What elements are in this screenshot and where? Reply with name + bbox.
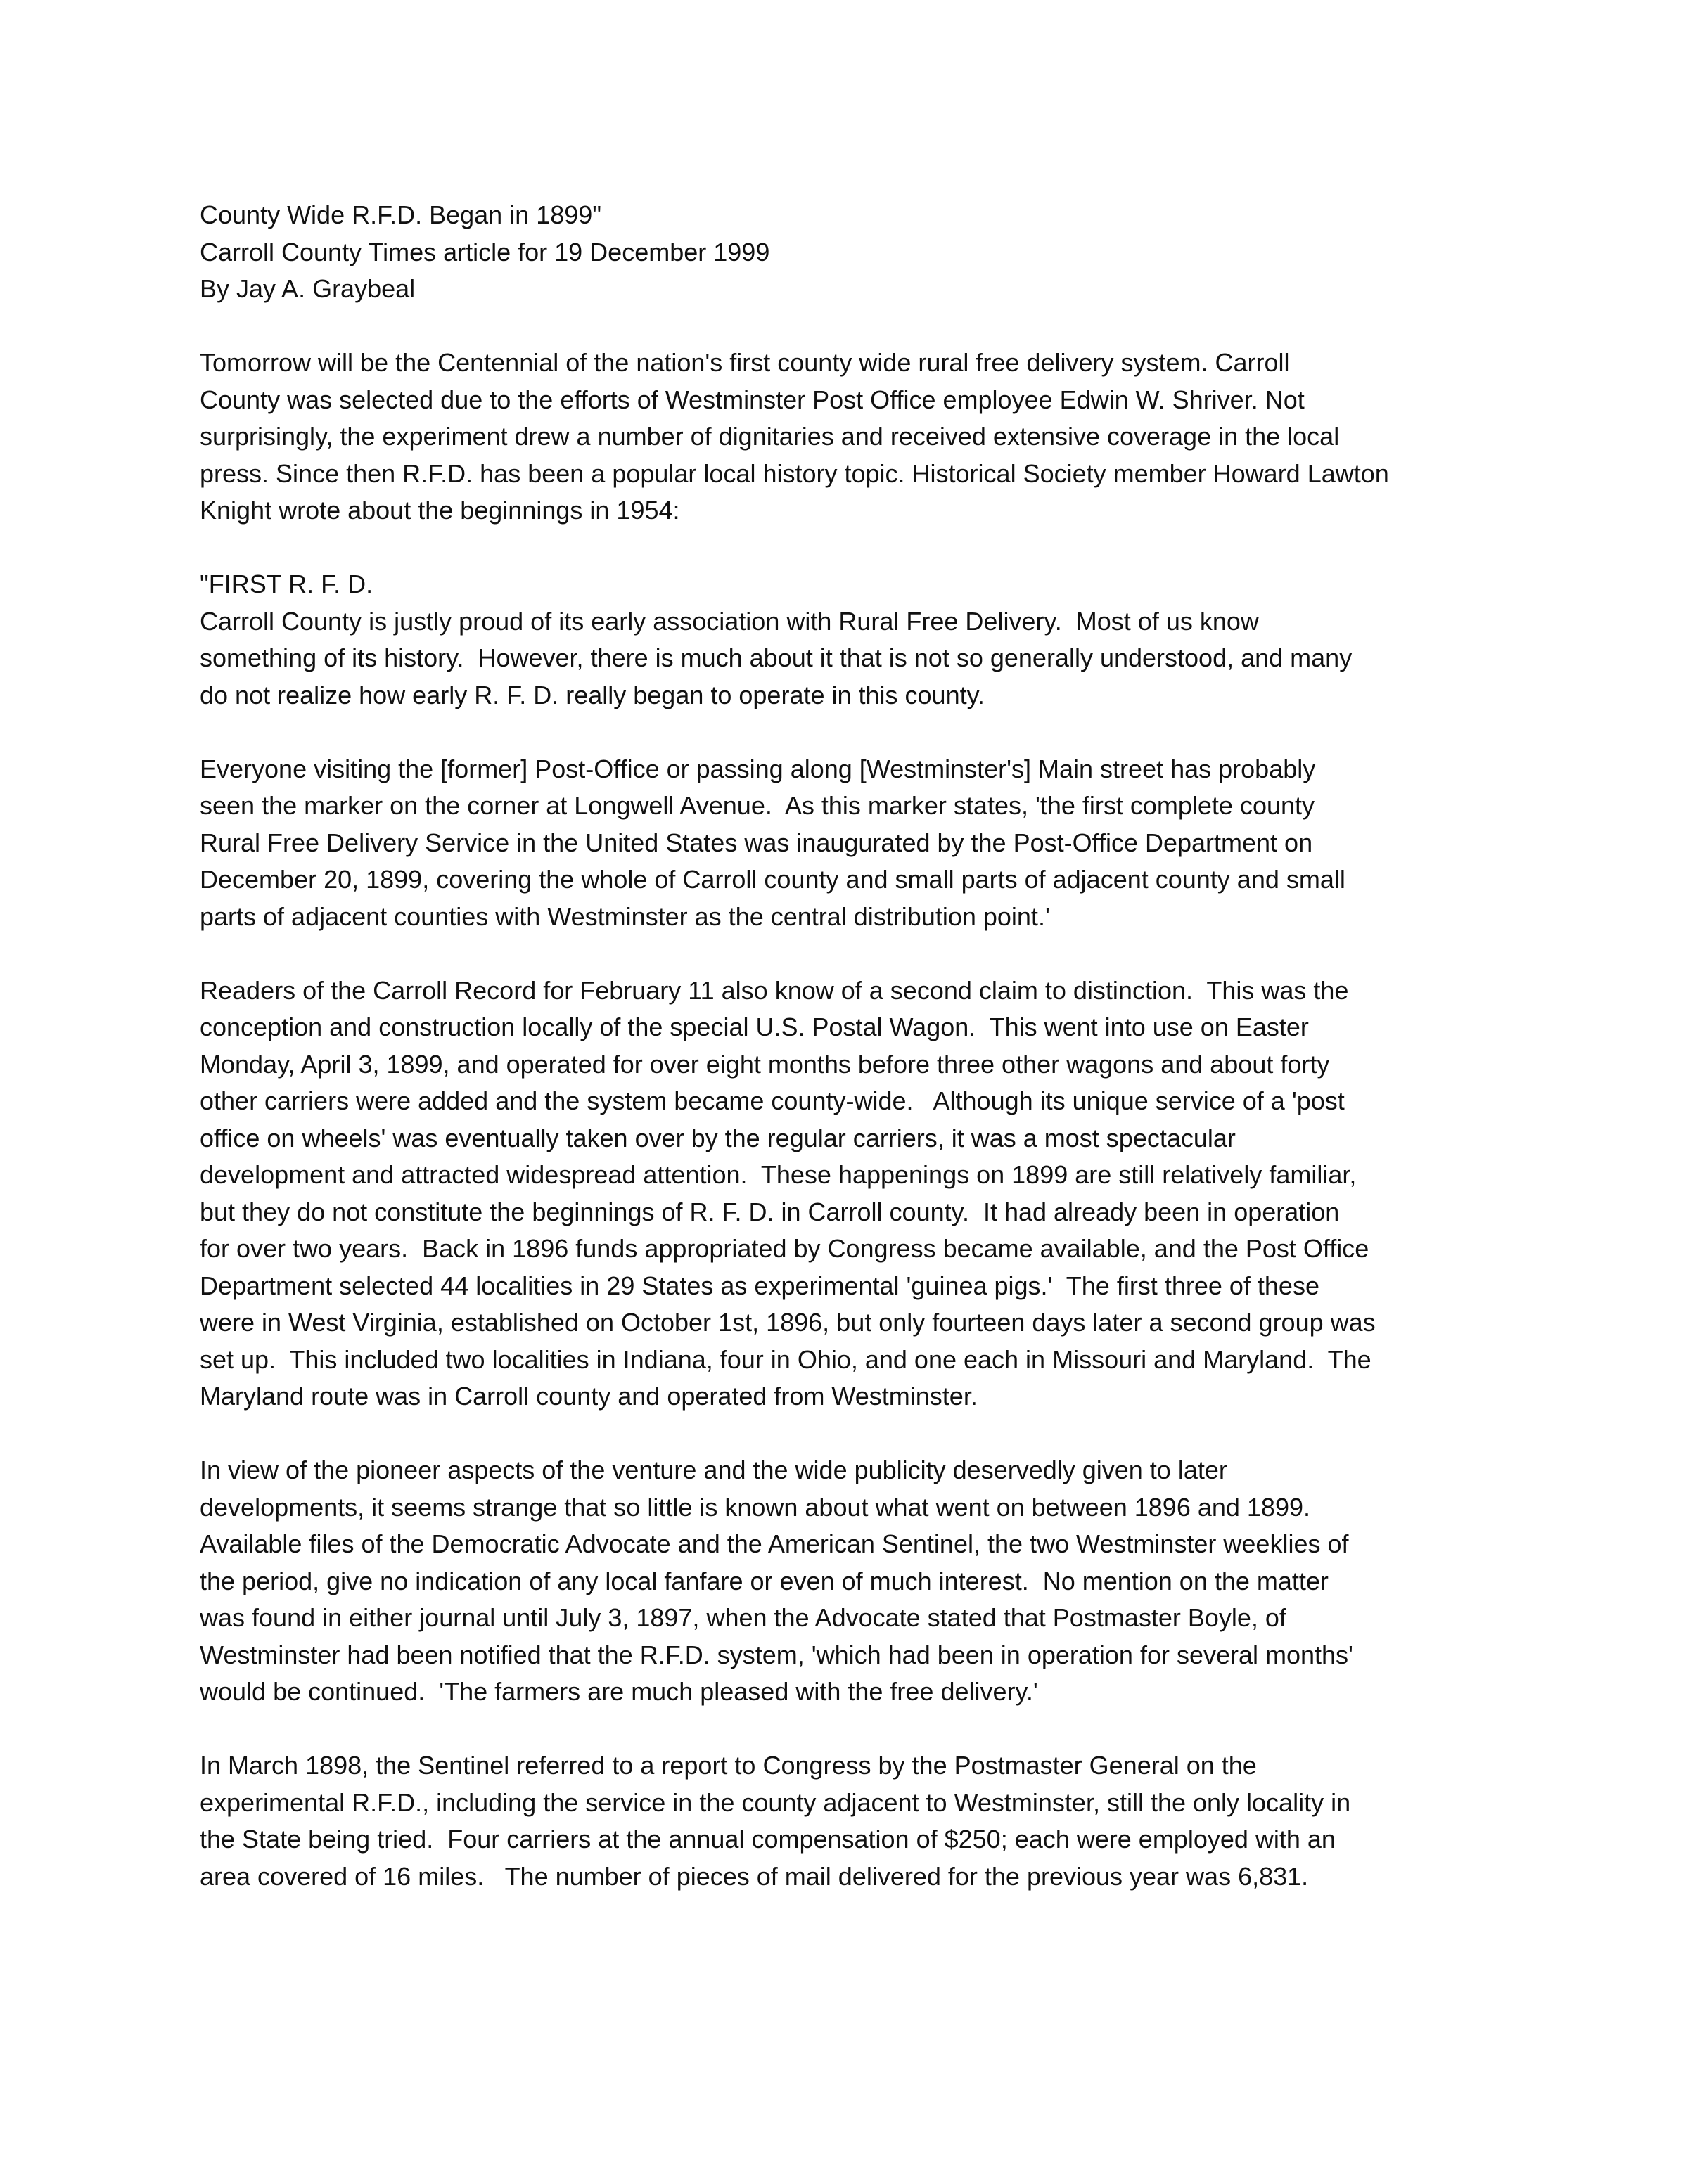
quote-paragraph-5 [200,1747,1522,1895]
quote-paragraph-1 [200,603,1522,714]
paragraph-line: In view of the pioneer aspects of the venture and the wide publicity deservedly given to later [200,1456,1227,1484]
paragraph-gap [200,529,1522,567]
paragraph-line: Readers of the Carroll Record for February 11 also know of a second claim to distinction. This was the [200,975,1349,1005]
paragraph-line: Maryland route was in Carroll county and operated from Westminster. [200,1382,978,1411]
paragraph-line: for over two years. Back in 1896 funds appropriated by Congress became available, and the Post Office [200,1234,1369,1263]
quote-paragraph-4 [200,1452,1522,1711]
paragraph-line: seen the marker on the corner at Longwell Avenue. As this marker states, 'the first complete county [200,791,1315,820]
paragraph-line: set up. This included two localities in Indiana, four in Ohio, and one each in Missouri and Maryland. The [200,1344,1372,1374]
paragraph-gap [200,1415,1522,1453]
paragraph-gap [200,1711,1522,1748]
paragraph-gap [200,714,1522,751]
intro-paragraph [200,345,1522,529]
quote-heading: "FIRST R. F. D. [200,570,373,598]
article-source: Carroll County Times article for 19 December 1999 [200,237,770,266]
paragraph-line: In March 1898, the Sentinel referred to a report to Congress by the Postmaster General on the [200,1751,1257,1780]
paragraph-line: surprisingly, the experiment drew a number of dignitaries and received extensive coverage in the local [200,422,1340,451]
paragraph-line: conception and construction locally of the special U.S. Postal Wagon. This went into use on Easter [200,1013,1309,1041]
paragraph-line: would be continued. 'The farmers are much pleased with the free delivery.' [200,1677,1038,1706]
paragraph-line: but they do not constitute the beginnings of R. F. D. in Carroll county. It had already been in operation [200,1197,1340,1226]
paragraph-line: Department selected 44 localities in 29 States as experimental 'guinea pigs.' The first three of these [200,1271,1319,1300]
article-byline: By Jay A. Graybeal [200,274,416,303]
paragraph-line: was found in either journal until July 3, 1897, when the Advocate stated that Postmaster Boyle, of [200,1603,1286,1632]
paragraph-line: were in West Virginia, established on October 1st, 1896, but only fourteen days later a second group was [200,1308,1376,1337]
paragraph-line: Westminster had been notified that the R.F.D. system, 'which had been in operation for several months' [200,1640,1353,1669]
paragraph-line: the State being tried. Four carriers at the annual compensation of $250; each were employed with an [200,1825,1336,1854]
paragraph-gap [200,935,1522,972]
paragraph-line: County was selected due to the efforts of Westminster Post Office employee Edwin W. Shriver. Not [200,385,1305,414]
paragraph-line: other carriers were added and the system became county-wide. Although its unique service of a 'post [200,1086,1345,1115]
paragraph-line: Monday, April 3, 1899, and operated for over eight months before three other wagons and about forty [200,1049,1330,1079]
document-page [200,197,1522,1895]
paragraph-line: press. Since then R.F.D. has been a popular local history topic. Historical Society member Howard Lawton [200,458,1389,488]
paragraph-line: Tomorrow will be the Centennial of the nation's first county wide rural free delivery system. Carroll [200,348,1290,377]
paragraph-line: experimental R.F.D., including the service in the county adjacent to Westminster, still the only locality in [200,1787,1351,1817]
paragraph-line: Carroll County is justly proud of its early association with Rural Free Delivery. Most of us know [200,606,1259,636]
paragraph-line: December 20, 1899, covering the whole of Carroll county and small parts of adjacent county and small [200,865,1345,894]
paragraph-line: Available files of the Democratic Advocate and the American Sentinel, the two Westminster weeklies of [200,1529,1349,1558]
paragraph-line: developments, it seems strange that so little is known about what went on between 1896 and 1899. [200,1492,1310,1522]
paragraph-line: development and attracted widespread attention. These happenings on 1899 are still relatively familiar, [200,1160,1357,1189]
paragraph-line: something of its history. However, there is much about it that is not so generally understood, and many [200,643,1353,672]
paragraph-line: parts of adjacent counties with Westminster as the central distribution point.' [200,901,1050,931]
paragraph-line: Rural Free Delivery Service in the United States was inaugurated by the Post-Office Department on [200,828,1313,857]
article-header [200,197,1522,308]
paragraph-gap [200,308,1522,345]
paragraph-line: Knight wrote about the beginnings in 1954: [200,496,680,525]
quote-paragraph-3 [200,972,1522,1415]
paragraph-line: do not realize how early R. F. D. really began to operate in this county. [200,680,985,709]
article-title: County Wide R.F.D. Began in 1899" [200,200,602,229]
paragraph-line: area covered of 16 miles. The number of pieces of mail delivered for the previous year was 6,831. [200,1861,1309,1891]
quote-paragraph-2 [200,751,1522,936]
paragraph-line: office on wheels' was eventually taken over by the regular carriers, it was a most spectacular [200,1123,1236,1152]
paragraph-line: Everyone visiting the [former] Post-Office or passing along [Westminster's] Main street has probably [200,754,1316,783]
paragraph-line: the period, give no indication of any local fanfare or even of much interest. No mention on the matter [200,1566,1329,1595]
